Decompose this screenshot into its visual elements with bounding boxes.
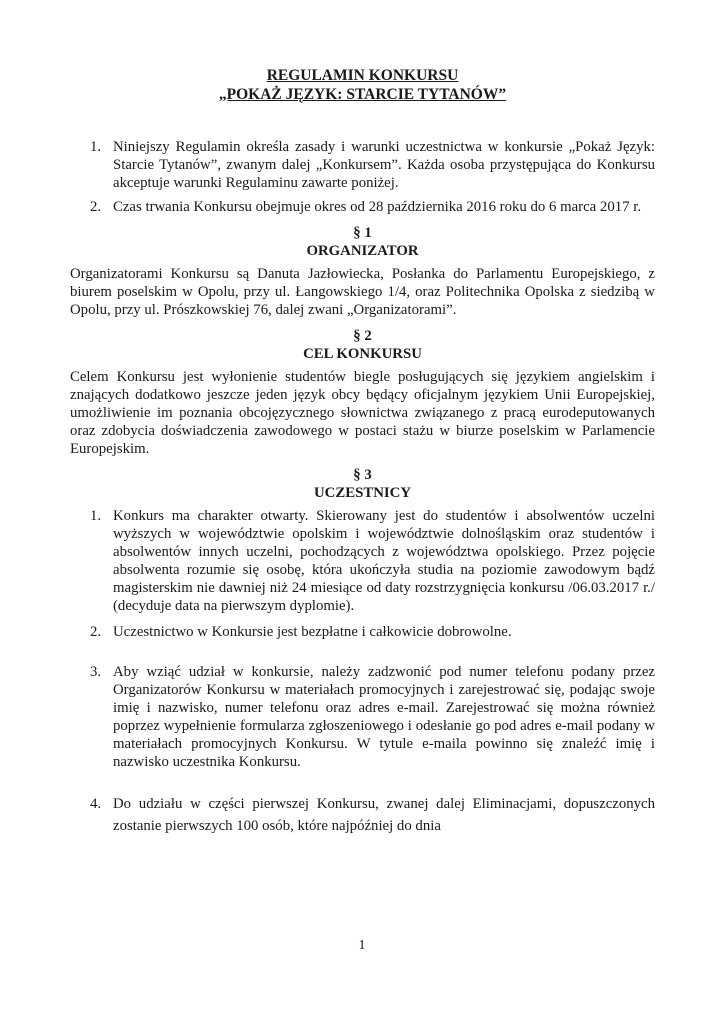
section-2-text: Celem Konkursu jest wyłonienie studentów biegle posługujących się językiem angielskim i znających dodatkowo jeszcze jeden język obcy będący oficjalnym językiem Unii Europejskiej, umożliwienie im poznania obcojęzycznego słownictwa związanego z pracą eurodeputowanych oraz zdobycia doświadczenia zawodowego w postaci stażu w biurze poselskim w Parlamencie Europejskim.: [70, 369, 655, 457]
participants-item-2-number: 2.: [90, 624, 102, 640]
section-1-text: Organizatorami Konkursu są Danuta Jazłowiecka, Posłanka do Parlamentu Europejskiego, z biurem poselskim w Opolu, przy ul. Łangowskiego 1/4, oraz Politechnika Opolska z siedzibą w Opolu, przy ul. Prószkowskiej 76, dalej zwani „Organizatorami”.: [70, 266, 655, 318]
intro-list: [70, 138, 655, 216]
section-1-symbol: § 1: [353, 225, 372, 241]
participants-list: [70, 507, 655, 837]
section-1-heading: ORGANIZATOR: [306, 243, 419, 259]
section-3-header: [70, 466, 655, 502]
participants-item-3: [70, 663, 655, 771]
participants-item-2: [70, 623, 655, 641]
section-3-heading: UCZESTNICY: [313, 485, 412, 501]
intro-item-1-text: Niniejszy Regulamin określa zasady i warunki uczestnictwa w konkursie „Pokaż Język: Starcie Tytanów”, zwanym dalej „Konkursem”. Każda osoba przystępująca do Konkursu akceptuje warunki Regulaminu zawarte poniżej.: [113, 139, 655, 191]
intro-item-2: [70, 198, 655, 216]
document-page: [70, 66, 655, 837]
participants-item-3-number: 3.: [90, 664, 102, 680]
section-3-symbol: § 3: [353, 467, 372, 483]
page-number: 1: [358, 938, 366, 953]
participants-item-4-number: 4.: [90, 796, 102, 812]
participants-item-4: [70, 793, 655, 837]
title-line-2: „POKAŻ JĘZYK: STARCIE TYTANÓW”: [218, 86, 507, 103]
intro-item-2-number: 2.: [90, 199, 102, 215]
participants-item-1: [70, 507, 655, 615]
participants-item-2-text: Uczestnictwo w Konkursie jest bezpłatne i całkowicie dobrowolne.: [113, 624, 512, 640]
section-1-header: [70, 224, 655, 260]
intro-item-1: [70, 138, 655, 192]
document-title: [70, 66, 655, 104]
section-2-heading: CEL KONKURSU: [303, 346, 422, 362]
intro-item-2-text: Czas trwania Konkursu obejmuje okres od 28 października 2016 roku do 6 marca 2017 r.: [113, 199, 642, 215]
title-line-1: REGULAMIN KONKURSU: [266, 67, 459, 84]
participants-item-4-text: Do udziału w części pierwszej Konkursu, zwanej dalej Eliminacjami, dopuszczonych zostanie pierwszych 100 osób, które najpóźniej do dnia: [113, 796, 655, 834]
section-2-symbol: § 2: [353, 328, 372, 344]
participants-item-1-text: Konkurs ma charakter otwarty. Skierowany jest do studentów i absolwentów uczelni wyższych w województwie opolskim i województwie dolnośląskim oraz studentów i absolwentów innych uczelni, pochodzących z województwa opolskiego. Przez pojęcie absolwenta rozumie się osobę, która ukończyła studia na poziomie zawodowym bądź magisterskim nie dawniej niż 24 miesiące od daty rozstrzygnięcia konkursu /06.03.2017 r./ (decyduje data na pierwszym dyplomie).: [113, 508, 655, 614]
section-2-header: [70, 327, 655, 363]
participants-item-3-text: Aby wziąć udział w konkursie, należy zadzwonić pod numer telefonu podany przez Organizatorów Konkursu w materiałach promocyjnych i zarejestrować się, podając swoje imię i nazwisko, numer telefonu oraz adres e-mail. Zarejestrować się można również poprzez wypełnienie formularza zgłoszeniowego i odesłanie go pod adres e-mail podany w materiałach promocyjnych Konkursu. W tytule e-maila powinno się znaleźć imię i nazwisko uczestnika Konkursu.: [113, 664, 655, 770]
intro-item-1-number: 1.: [90, 139, 102, 155]
participants-item-1-number: 1.: [90, 508, 102, 524]
